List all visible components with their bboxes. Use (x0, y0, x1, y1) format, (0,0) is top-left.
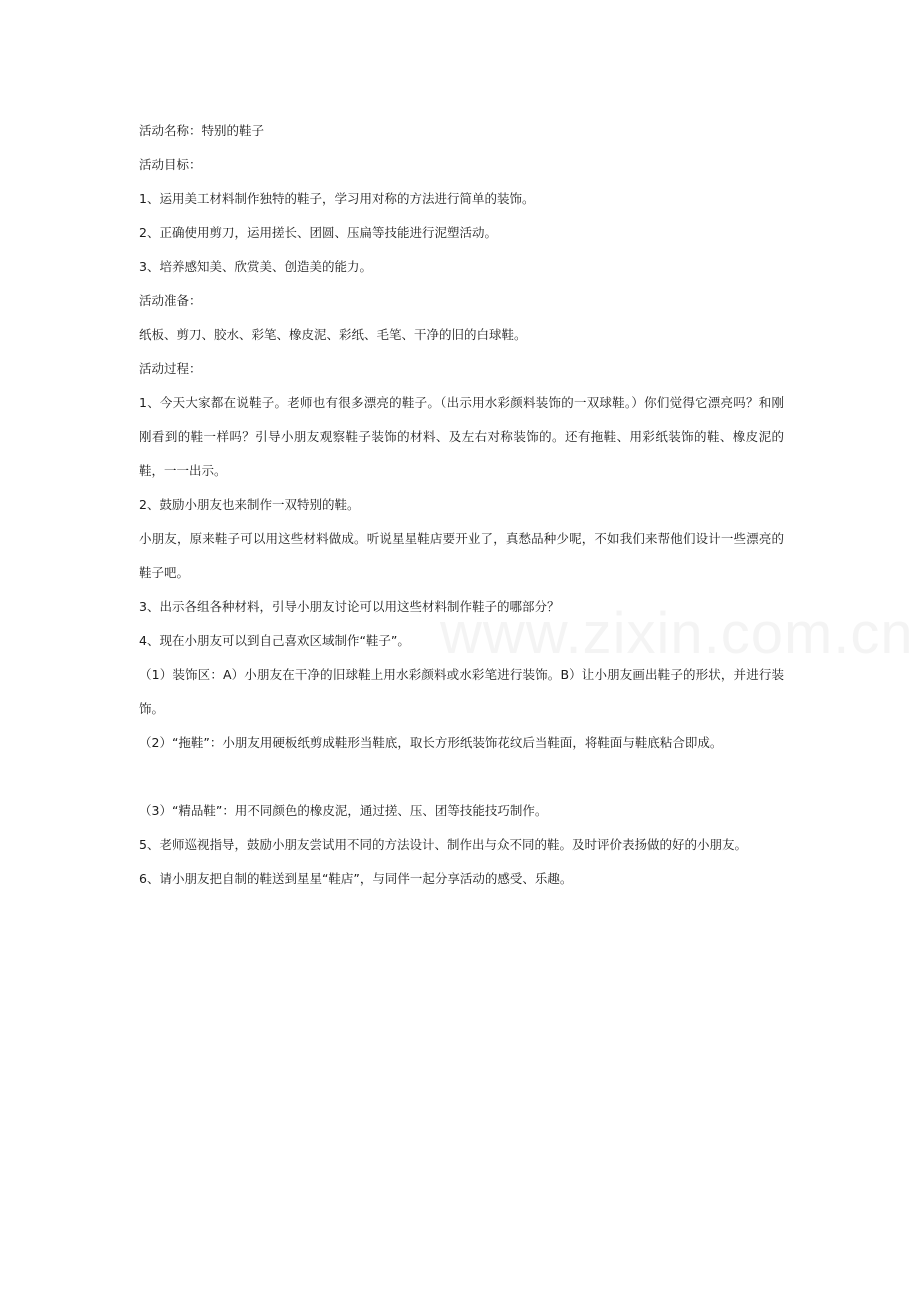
process-step-2-detail: 小朋友，原来鞋子可以用这些材料做成。听说星星鞋店要开业了，真愁品种少呢，不如我们来帮他们设计一些漂亮的鞋子吧。 (139, 531, 784, 580)
goal-item-1: 1、运用美工材料制作独特的鞋子，学习用对称的方法进行简单的装饰。 (139, 191, 535, 206)
document-body (139, 114, 784, 896)
process-heading: 活动过程： (139, 361, 202, 376)
process-step-1: 1、今天大家都在说鞋子。老师也有很多漂亮的鞋子。（出示用水彩颜料装饰的一双球鞋。）你们觉得它漂亮吗？和刚刚看到的鞋一样吗？引导小朋友观察鞋子装饰的材料、及左右对称装饰的。还有拖鞋、用彩纸装饰的鞋、橡皮泥的鞋，一一出示。 (139, 395, 784, 478)
process-step-2: 2、鼓励小朋友也来制作一双特别的鞋。 (139, 497, 360, 512)
goal-item-3: 3、培养感知美、欣赏美、创造美的能力。 (139, 259, 372, 274)
activity-title: 活动名称：特别的鞋子 (139, 123, 265, 138)
process-step-6: 6、请小朋友把自制的鞋送到星星“鞋店”，与同伴一起分享活动的感受、乐趣。 (139, 871, 573, 886)
prep-items: 纸板、剪刀、胶水、彩笔、橡皮泥、彩纸、毛笔、干净的旧的白球鞋。 (139, 327, 527, 342)
area-item-1: （1）装饰区：A）小朋友在干净的旧球鞋上用水彩颜料或水彩笔进行装饰。B）让小朋友画出鞋子的形状，并进行装饰。 (139, 667, 784, 716)
goals-heading: 活动目标： (139, 157, 202, 172)
process-step-5: 5、老师巡视指导，鼓励小朋友尝试用不同的方法设计、制作出与众不同的鞋。及时评价表扬做的好的小朋友。 (139, 837, 747, 852)
area-item-3: （3）“精品鞋”：用不同颜色的橡皮泥，通过搓、压、团等技能技巧制作。 (139, 803, 548, 818)
process-step-3: 3、出示各组各种材料，引导小朋友讨论可以用这些材料制作鞋子的哪部分？ (139, 599, 560, 614)
area-item-2: （2）“拖鞋”：小朋友用硬板纸剪成鞋形当鞋底，取长方形纸装饰花纹后当鞋面，将鞋面与鞋底粘合即成。 (139, 735, 723, 750)
goal-item-2: 2、正确使用剪刀，运用搓长、团圆、压扁等技能进行泥塑活动。 (139, 225, 497, 240)
blank-spacer (139, 760, 784, 794)
process-step-4: 4、现在小朋友可以到自己喜欢区域制作“鞋子”。 (139, 633, 410, 648)
site-watermark: www.zixin.com.cn (440, 601, 914, 666)
prep-heading: 活动准备： (139, 293, 202, 308)
